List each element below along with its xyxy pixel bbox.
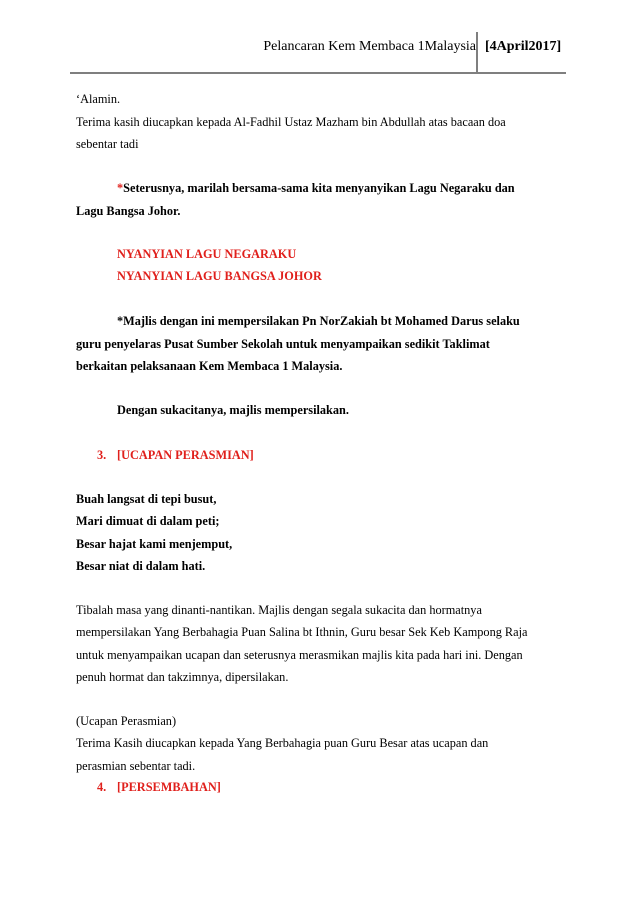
paragraph-line: *Majlis dengan ini mempersilakan Pn NorZakiah bt Mohamed Darus selaku	[117, 314, 520, 328]
paragraph-line: *Seterusnya, marilah bersama-sama kita menyanyikan Lagu Negaraku dan	[117, 181, 515, 195]
song-title: NYANYIAN LAGU NEGARAKU	[117, 247, 297, 261]
header-title: Pelancaran Kem Membaca 1Malaysia	[263, 39, 476, 54]
header-divider	[476, 32, 478, 74]
text-line: Terima kasih diucapkan kepada Al-Fadhil Ustaz Mazham bin Abdullah atas bacaan doa	[76, 115, 506, 129]
section-heading: [UCAPAN PERASMIAN]	[117, 448, 254, 462]
text-line: (Ucapan Perasmian)	[76, 714, 177, 728]
text-line: Tibalah masa yang dinanti-nantikan. Majlis dengan segala sukacita dan hormatnya	[76, 603, 482, 617]
pantun-line: Mari dimuat di dalam peti;	[76, 514, 220, 528]
text-line: untuk menyampaikan ucapan dan seterusnya merasmikan majlis kita pada hari ini. Dengan	[76, 648, 523, 662]
text-line: penuh hormat dan takzimnya, dipersilakan.	[76, 670, 289, 684]
section-number: 4.	[97, 780, 107, 794]
header-date: [4April2017]	[485, 39, 562, 54]
pantun-line: Besar niat di dalam hati.	[76, 559, 206, 573]
section-heading: [PERSEMBAHAN]	[117, 780, 221, 794]
section-number: 3.	[97, 448, 107, 462]
text-line: sebentar tadi	[76, 137, 139, 151]
paragraph-line: berkaitan pelaksanaan Kem Membaca 1 Malaysia.	[76, 359, 343, 373]
text-line: Terima Kasih diucapkan kepada Yang Berbahagia puan Guru Besar atas ucapan dan	[76, 736, 489, 750]
header-rule	[70, 72, 566, 74]
text-line: perasmian sebentar tadi.	[76, 759, 196, 773]
paragraph-line: Dengan sukacitanya, majlis mempersilakan.	[117, 403, 349, 417]
page-header	[70, 0, 566, 72]
text-line: ‘Alamin.	[76, 92, 121, 106]
text-line: mempersilakan Yang Berbahagia Puan Salina bt Ithnin, Guru besar Sek Keb Kampong Raja	[76, 625, 528, 639]
asterisk-mark: *	[117, 181, 124, 195]
paragraph-line: Lagu Bangsa Johor.	[76, 204, 181, 218]
pantun-line: Besar hajat kami menjemput,	[76, 537, 233, 551]
pantun-line: Buah langsat di tepi busut,	[76, 492, 217, 506]
song-title: NYANYIAN LAGU BANGSA JOHOR	[117, 269, 322, 283]
paragraph-line: guru penyelaras Pusat Sumber Sekolah untuk menyampaikan sedikit Taklimat	[76, 337, 490, 351]
